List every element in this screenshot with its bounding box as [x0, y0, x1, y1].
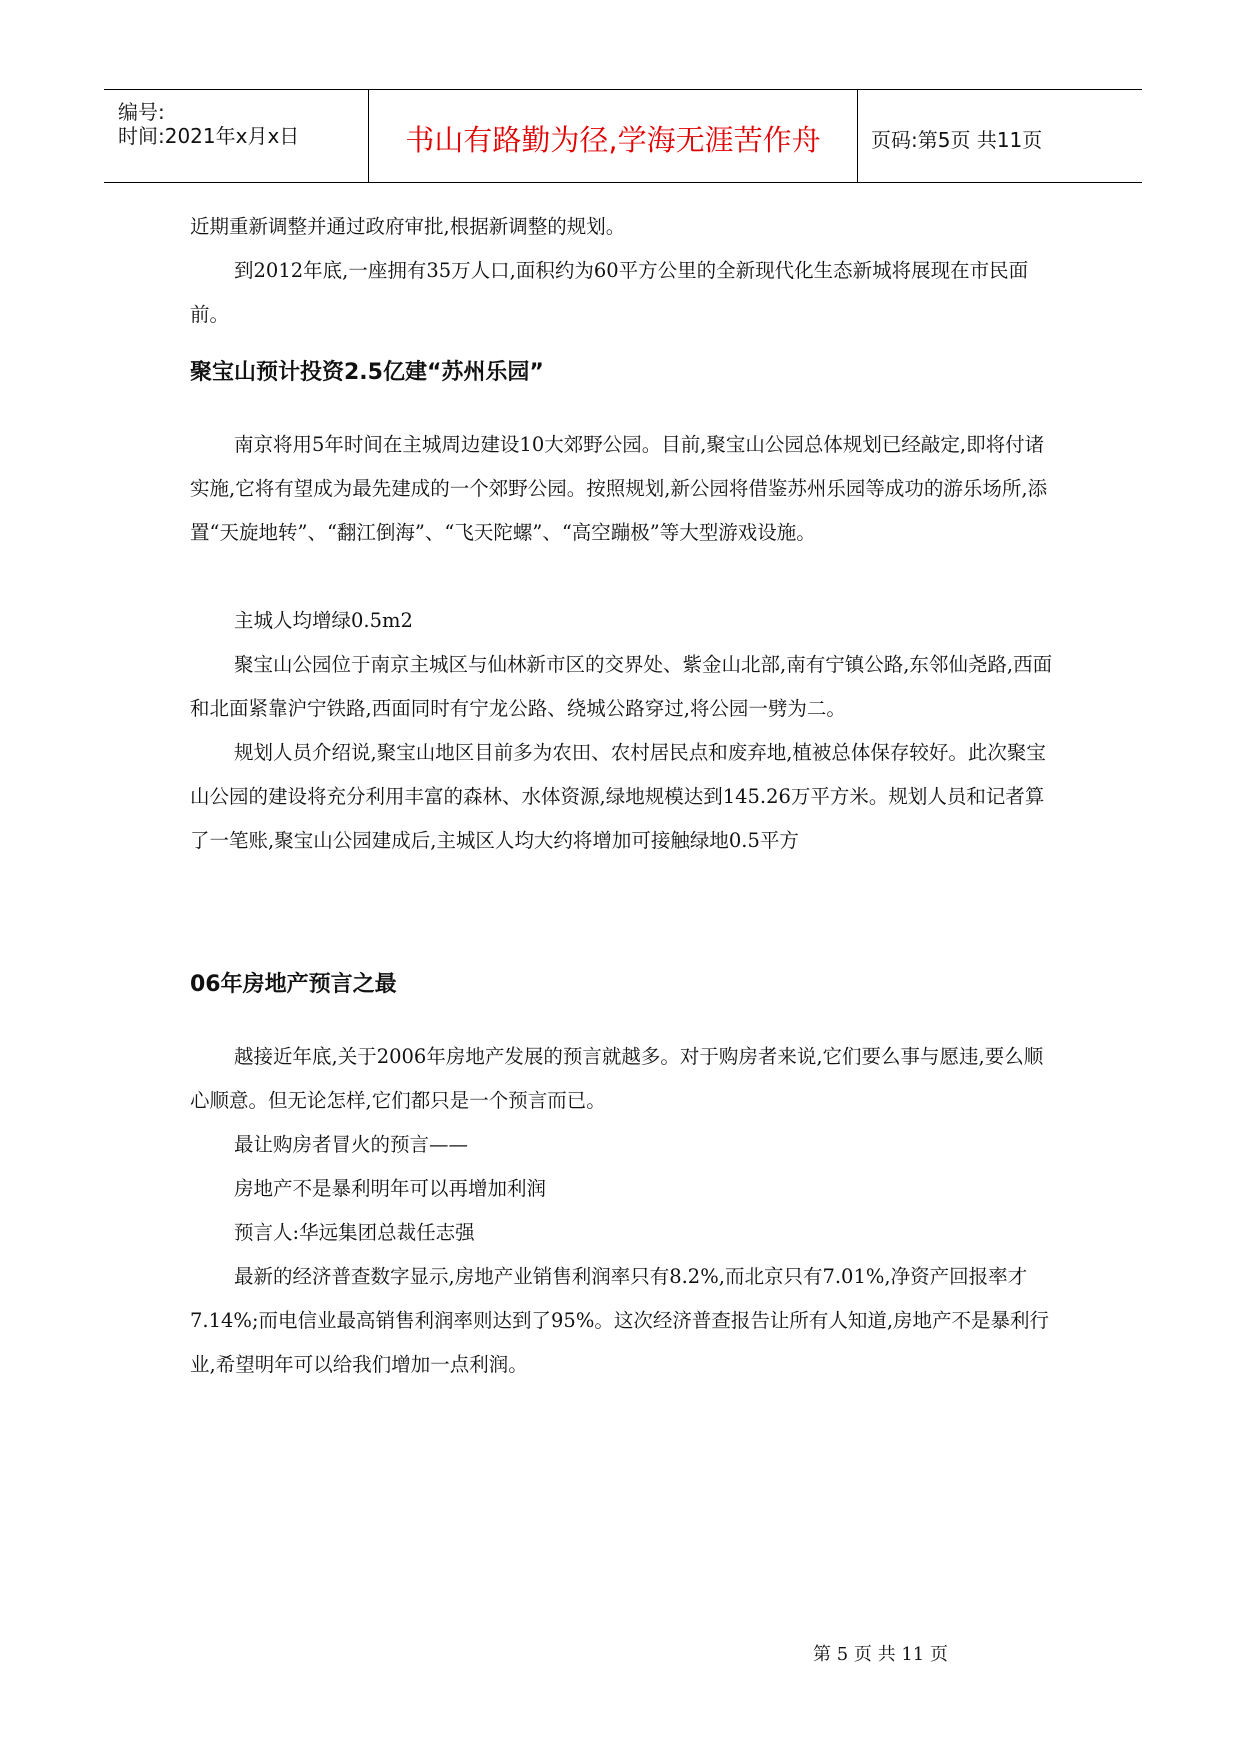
- section-heading: 聚宝山预计投资2.5亿建“苏州乐园”: [190, 360, 544, 385]
- paragraph: 预言人:华远集团总裁任志强: [234, 1221, 475, 1244]
- header-page-cell: [857, 90, 1142, 182]
- paragraph: 房地产不是暴利明年可以再增加利润: [234, 1177, 547, 1200]
- paragraph: 南京将用5年时间在主城周边建设10大郊野公园。目前,聚宝山公园总体规划已经敲定,即将付诸实施,它将有望成为最先建成的一个郊野公园。按照规划,新公园将借鉴苏州乐园等成功的游乐场所,添置“天旋地转”、“翻江倒海”、“飞天陀螺”、“高空蹦极”等大型游戏设施。: [190, 433, 1048, 544]
- header-page-number: 页码:第5页 共11页: [871, 128, 1043, 152]
- paragraph: 主城人均增绿0.5m2: [234, 609, 413, 632]
- header-motto-cell: [368, 90, 858, 182]
- paragraph: 最新的经济普查数字显示,房地产业销售利润率只有8.2%,而北京只有7.01%,净资产回报率才7.14%;而电信业最高销售利润率则达到了95%。这次经济普查报告让所有人知道,房地产不是暴利行业,希望明年可以给我们增加一点利润。: [190, 1265, 1050, 1376]
- page-header: [104, 89, 1142, 183]
- document-time-label: 时间:2021年x月x日: [118, 124, 300, 148]
- header-meta-cell: [104, 90, 368, 182]
- paragraph: 规划人员介绍说,聚宝山地区目前多为农田、农村居民点和废弃地,植被总体保存较好。此次聚宝山公园的建设将充分利用丰富的森林、水体资源,绿地规模达到145.26万平方米。规划人员和记者算了一笔账,聚宝山公园建成后,主城区人均大约将增加可接触绿地0.5平方: [190, 741, 1046, 852]
- paragraph: 最让购房者冒火的预言——: [234, 1133, 469, 1156]
- header-motto: 书山有路勤为径,学海无涯苦作舟: [405, 123, 821, 157]
- paragraph: 越接近年底,关于2006年房地产发展的预言就越多。对于购房者来说,它们要么事与愿违,要么顺心顺意。但无论怎样,它们都只是一个预言而已。: [190, 1045, 1044, 1112]
- document-number-label: 编号:: [118, 100, 165, 124]
- paragraph: 到2012年底,一座拥有35万人口,面积约为60平方公里的全新现代化生态新城将展现在市民面前。: [190, 259, 1029, 326]
- paragraph: 近期重新调整并通过政府审批,根据新调整的规划。: [190, 215, 626, 238]
- paragraph: 聚宝山公园位于南京主城区与仙林新市区的交界处、紫金山北部,南有宁镇公路,东邻仙尧路,西面和北面紧靠沪宁铁路,西面同时有宁龙公路、绕城公路穿过,将公园一劈为二。: [190, 653, 1053, 720]
- section-heading: 06年房地产预言之最: [190, 972, 397, 997]
- page-footer: 第 5 页 共 11 页: [813, 1644, 948, 1665]
